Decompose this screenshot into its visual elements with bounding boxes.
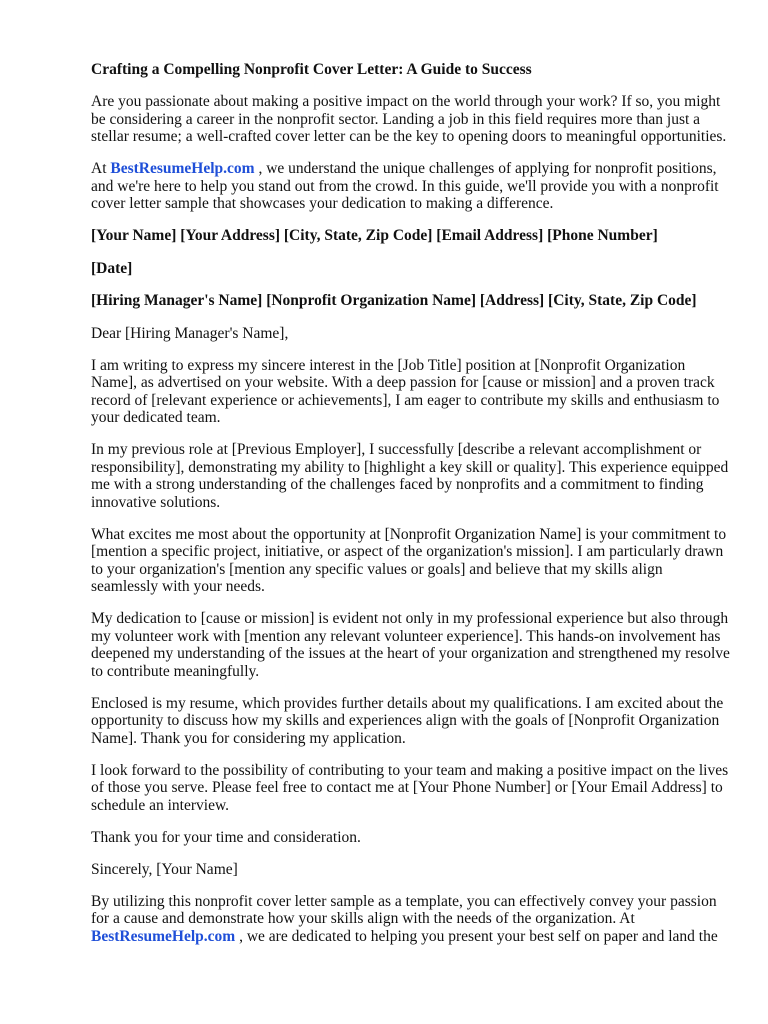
intro-paragraph: Are you passionate about making a positive impact on the world through your work? If so, you might be considering a career in the nonprofit sector. Landing a job in this field requires more than just a stellar resume; a well-crafted cover letter can be the key to opening doors to meaningful opportunities. [91,93,727,145]
thank-you-line: Thank you for your time and consideration. [91,828,361,846]
signature-line: Sincerely, [Your Name] [91,860,238,878]
document-page [91,61,731,960]
bestresumehelp-link-2[interactable]: BestResumeHelp.com [91,927,236,945]
body-paragraph-6: I look forward to the possibility of contributing to your team and making a positive impact on the lives of those you serve. Please feel free to contact me at [Your Phone Number] or [Your Email Address] to schedule an interview. [91,761,729,814]
closing-paragraph-suffix: , we are dedicated to helping you present your best self on paper and land the [235,927,718,945]
sender-header-line: [Your Name] [Your Address] [City, State, Zip Code] [Email Address] [Phone Number] [91,227,658,244]
body-paragraph-2: In my previous role at [Previous Employer], I successfully [describe a relevant accomplishment or responsibility], demonstrating my ability to [highlight a key skill or quality]. This experience equipped me with a strong understanding of the challenges faced by nonprofits and a commitment to finding innovative solutions. [91,441,729,511]
salutation: Dear [Hiring Manager's Name], [91,324,289,342]
bestresumehelp-link[interactable]: BestResumeHelp.com [110,160,255,177]
brand-paragraph-prefix: At [91,160,111,177]
date-line: [Date] [91,259,133,277]
closing-paragraph [91,893,731,946]
body-paragraph-4: My dedication to [cause or mission] is evident not only in my professional experience but also through my volunteer work with [mention any relevant volunteer experience]. This hands-on involvement has deepened my understanding of the issues at the heart of your organization and strengthened my resolve to contribute meaningfully. [91,610,730,680]
closing-paragraph-prefix: By utilizing this nonprofit cover letter sample as a template, you can effectively convey your passion for a cause and demonstrate how your skills align with the needs of the organization. At [91,892,717,927]
brand-paragraph-suffix: , we understand the unique challenges of applying for nonprofit positions, and we're here to help you stand out from the crowd. In this guide, we'll provide you with a nonprofit cover letter sample that showcases your dedication to making a difference. [91,160,719,212]
body-paragraph-5: Enclosed is my resume, which provides further details about my qualifications. I am excited about the opportunity to discuss how my skills and experiences align with the goals of [Nonprofit Organization Name]. Thank you for considering my application. [91,694,724,747]
recipient-line: [Hiring Manager's Name] [Nonprofit Organization Name] [Address] [City, State, Zip Code] [91,292,697,309]
body-paragraph-1: I am writing to express my sincere interest in the [Job Title] position at [Nonprofit Organization Name], as advertised on your website. With a deep passion for [cause or mission] and a proven track record of [relevant experience or achievements], I am eager to contribute my skills and enthusiasm to your dedicated team. [91,356,720,426]
brand-paragraph [91,160,731,213]
document-title: Crafting a Compelling Nonprofit Cover Letter: A Guide to Success [91,61,532,78]
body-paragraph-3: What excites me most about the opportunity at [Nonprofit Organization Name] is your commitment to [mention a specific project, initiative, or aspect of the organization's mission]. I am particularly drawn to your organization's [mention any specific values or goals] and believe that my skills align seamlessly with your needs. [91,525,727,595]
